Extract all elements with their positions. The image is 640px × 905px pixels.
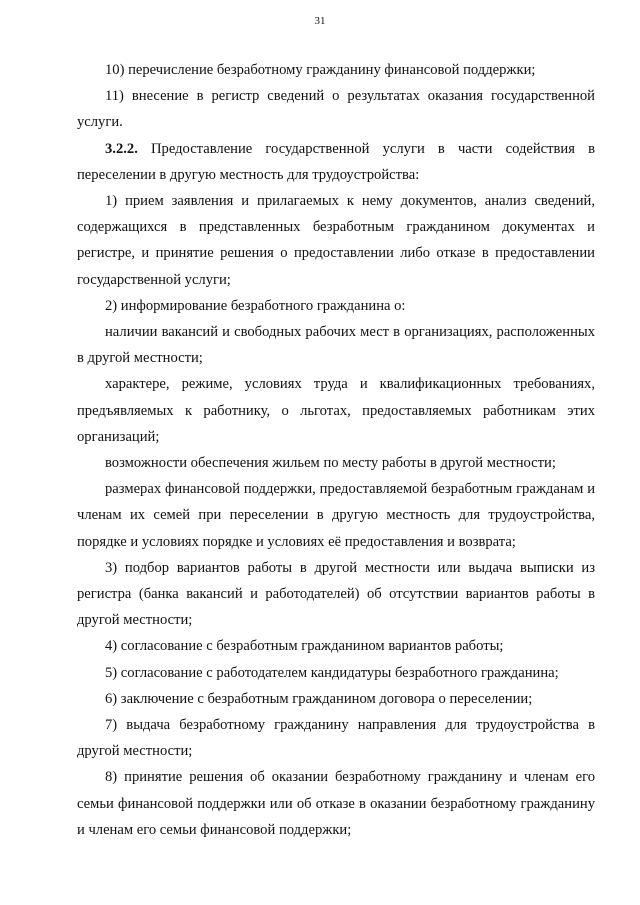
paragraph-sub-conditions: характере, режиме, условиях труда и квалификационных требованиях, предъявляемых к работнику, о льготах, предоставляемых работникам этих организаций; — [77, 376, 595, 445]
paragraph-item-11: 11) внесение в регистр сведений о результатах оказания государственной услуги. — [77, 88, 595, 131]
paragraph-item-10: 10) перечисление безработному гражданину финансовой поддержки; — [105, 62, 536, 78]
paragraph-sub-housing: возможности обеспечения жильем по месту работы в другой местности; — [105, 455, 556, 472]
page-number: 31 — [314, 15, 326, 27]
document-body — [77, 57, 595, 843]
paragraph-item-4: 4) согласование с безработным гражданином вариантов работы; — [105, 638, 504, 655]
paragraph-item-1: 1) прием заявления и прилагаемых к нему документов, анализ сведений, содержащихся в представленных безработным гражданином документах и регистре, и принятие решения о предоставлении либо отказе в предоставлении государственной услуги; — [77, 193, 595, 288]
paragraph-item-2: 2) информирование безработного гражданина о: — [105, 297, 406, 314]
paragraph-sub-financial-support: размерах финансовой поддержки, предоставляемой безработным гражданам и членам их семей при переселении в другую местность для трудоустройства, порядке и условиях порядке и условиях её предоставления и возврата; — [77, 481, 595, 550]
section-number: 3.2.2. — [105, 140, 138, 157]
section-heading-text: Предоставление государственной услуги в части содействия в переселении в другую местность для трудоустройства: — [77, 140, 595, 183]
paragraph-item-3: 3) подбор вариантов работы в другой местности или выдача выписки из регистра (банка вакансий и работодателей) об отсутствии вариантов работы в другой местности; — [77, 559, 595, 629]
paragraph-item-8: 8) принятие решения об оказании безработному гражданину и членам его семьи финансовой поддержки или об отказе в оказании безработному гражданину и членам его семьи финансовой поддержки; — [77, 769, 595, 838]
paragraph-item-6: 6) заключение с безработным гражданином договора о переселении; — [105, 690, 533, 707]
section-heading-3-2-2 — [77, 136, 595, 188]
paragraph-sub-vacancies: наличии вакансий и свободных рабочих мест в организациях, расположенных в другой местности; — [77, 324, 595, 367]
paragraph-item-7: 7) выдача безработному гражданину направления для трудоустройства в другой местности; — [77, 717, 595, 760]
paragraph-item-5: 5) согласование с работодателем кандидатуры безработного гражданина; — [105, 664, 559, 681]
